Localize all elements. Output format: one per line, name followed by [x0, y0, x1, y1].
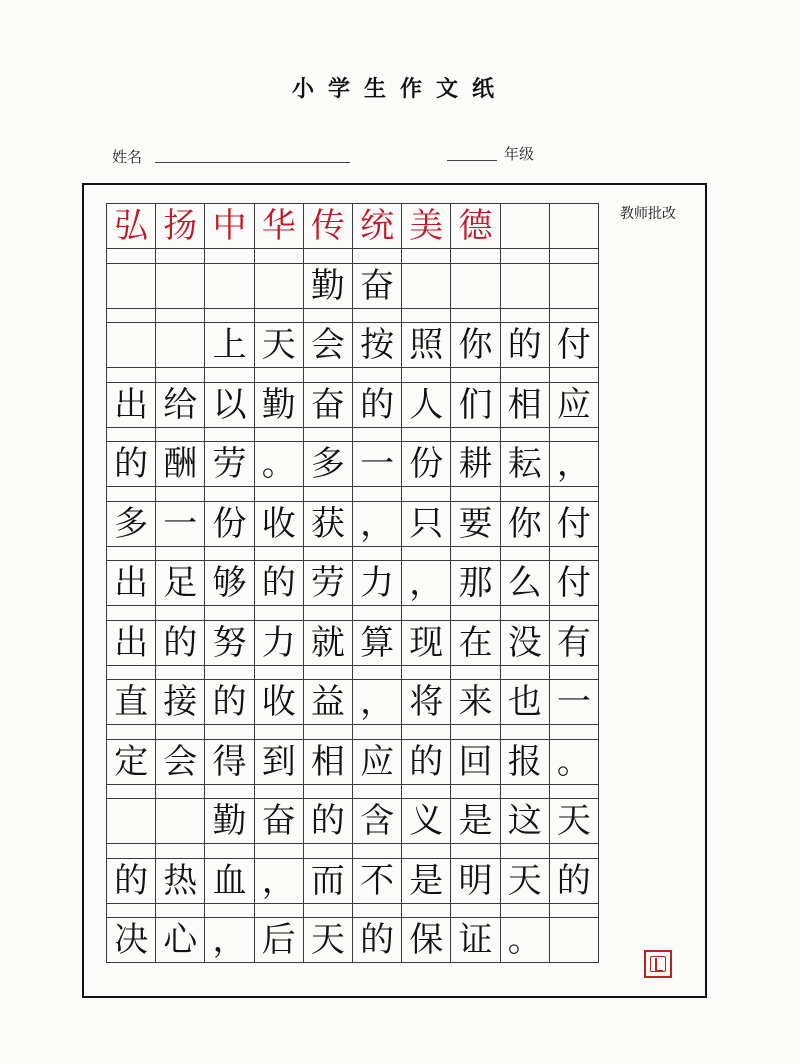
grid-gap — [450, 606, 500, 620]
grid-gap — [401, 487, 451, 501]
grid-cell: 努 — [204, 620, 254, 666]
grid-cell: 只 — [401, 501, 451, 547]
grid-gap — [303, 368, 353, 382]
grid-cell: 而 — [303, 858, 353, 904]
grid-gap — [303, 725, 353, 739]
grid-gap — [106, 606, 156, 620]
grid-cell: 就 — [303, 620, 353, 666]
grid-gap — [303, 547, 353, 561]
grid-cell: 力 — [352, 560, 402, 606]
grid-cell — [254, 263, 304, 309]
teacher-review-label: 教师批改 — [620, 206, 676, 222]
grid-cell: 到 — [254, 739, 304, 785]
grid-gap — [155, 249, 205, 263]
seal-stamp — [644, 950, 672, 978]
grid-gap — [106, 487, 156, 501]
grid-gap — [401, 428, 451, 442]
grid-cell: 来 — [450, 679, 500, 725]
grid-cell: 以 — [204, 382, 254, 428]
grid-gap — [204, 904, 254, 918]
grid-cell: 出 — [106, 382, 156, 428]
grid-cell: 付 — [549, 501, 599, 547]
grid-gap — [401, 844, 451, 858]
grid-gap — [450, 844, 500, 858]
grid-gap — [549, 368, 599, 382]
grid-gap — [106, 428, 156, 442]
grid-gap — [106, 904, 156, 918]
grid-gap — [401, 309, 451, 323]
grid-gap — [204, 487, 254, 501]
grid-gap — [450, 309, 500, 323]
grid-gap — [106, 785, 156, 799]
grid-cell: 天 — [500, 858, 550, 904]
grid-cell: 你 — [500, 501, 550, 547]
grid-gap — [500, 785, 550, 799]
grid-cell: 勤 — [204, 798, 254, 844]
grid-gap — [401, 785, 451, 799]
grid-cell: 扬 — [155, 203, 205, 249]
grid-cell — [549, 203, 599, 249]
grid-cell: 耕 — [450, 441, 500, 487]
grid-gap — [254, 904, 304, 918]
grid-gap — [549, 666, 599, 680]
grid-gap — [204, 428, 254, 442]
grid-gap — [106, 368, 156, 382]
grid-cell: 劳 — [303, 560, 353, 606]
grade-line — [447, 160, 497, 161]
grid-gap — [155, 844, 205, 858]
grid-gap — [254, 785, 304, 799]
grid-gap — [352, 666, 402, 680]
grid-cell: 相 — [303, 739, 353, 785]
grid-gap — [155, 309, 205, 323]
grid-cell: 多 — [106, 501, 156, 547]
grid-cell: 耘 — [500, 441, 550, 487]
grid-cell: 足 — [155, 560, 205, 606]
grid-gap — [352, 368, 402, 382]
grid-cell: 奋 — [303, 382, 353, 428]
grid-cell: 的 — [155, 620, 205, 666]
grid-gap — [500, 487, 550, 501]
grid-cell: 力 — [254, 620, 304, 666]
grid-cell: 回 — [450, 739, 500, 785]
grid-cell: 勤 — [303, 263, 353, 309]
grid-gap — [549, 606, 599, 620]
grid-gap — [549, 547, 599, 561]
grid-cell: 没 — [500, 620, 550, 666]
grid-gap — [254, 428, 304, 442]
grid-gap — [500, 904, 550, 918]
grid-gap — [352, 309, 402, 323]
grid-cell: 奋 — [254, 798, 304, 844]
grid-cell: 奋 — [352, 263, 402, 309]
grid-cell: 热 — [155, 858, 205, 904]
grid-gap — [303, 487, 353, 501]
grid-gap — [450, 904, 500, 918]
grid-gap — [204, 249, 254, 263]
grid-cell: 人 — [401, 382, 451, 428]
grid-cell: 现 — [401, 620, 451, 666]
grade-label: 年级 — [504, 145, 535, 163]
grid-cell: 天 — [549, 798, 599, 844]
grid-gap — [401, 725, 451, 739]
grid-cell: 的 — [352, 382, 402, 428]
grid-gap — [549, 428, 599, 442]
grid-cell: 的 — [352, 917, 402, 963]
grid-cell: 心 — [155, 917, 205, 963]
grid-gap — [254, 844, 304, 858]
grid-gap — [254, 368, 304, 382]
grid-cell — [204, 263, 254, 309]
grid-gap — [303, 249, 353, 263]
grid-gap — [155, 547, 205, 561]
grid-cell: ， — [254, 858, 304, 904]
grid-gap — [204, 368, 254, 382]
grid-cell: 应 — [352, 739, 402, 785]
grid-gap — [254, 309, 304, 323]
grid-cell: 的 — [303, 798, 353, 844]
grid-gap — [500, 249, 550, 263]
grid-gap — [549, 785, 599, 799]
grid-gap — [106, 249, 156, 263]
grid-gap — [401, 666, 451, 680]
grid-gap — [352, 844, 402, 858]
grid-cell: 算 — [352, 620, 402, 666]
grid-cell: 的 — [106, 858, 156, 904]
grid-cell: 华 — [254, 203, 304, 249]
grid-cell: 给 — [155, 382, 205, 428]
grid-gap — [450, 785, 500, 799]
grid-cell: 得 — [204, 739, 254, 785]
grid-gap — [500, 844, 550, 858]
grid-cell — [500, 203, 550, 249]
grid-gap — [549, 844, 599, 858]
grid-gap — [401, 368, 451, 382]
grid-gap — [401, 904, 451, 918]
grid-cell: 是 — [450, 798, 500, 844]
grid-cell — [549, 263, 599, 309]
grid-gap — [303, 844, 353, 858]
grid-cell: 们 — [450, 382, 500, 428]
grid-gap — [401, 249, 451, 263]
grid-gap — [106, 844, 156, 858]
grid-gap — [155, 725, 205, 739]
grid-gap — [303, 428, 353, 442]
grid-cell: 保 — [401, 917, 451, 963]
grid-gap — [500, 606, 550, 620]
grid-cell: 明 — [450, 858, 500, 904]
grid-cell: 出 — [106, 620, 156, 666]
grid-cell: 天 — [303, 917, 353, 963]
grid-cell: 付 — [549, 322, 599, 368]
grid-cell: 传 — [303, 203, 353, 249]
grid-gap — [549, 309, 599, 323]
grid-cell: 将 — [401, 679, 451, 725]
grid-cell — [549, 917, 599, 963]
grid-gap — [352, 249, 402, 263]
grid-cell — [155, 798, 205, 844]
grid-gap — [303, 785, 353, 799]
grid-gap — [500, 666, 550, 680]
grid-gap — [155, 904, 205, 918]
grid-cell: 血 — [204, 858, 254, 904]
grid-gap — [106, 725, 156, 739]
grid-cell: 天 — [254, 322, 304, 368]
grid-cell: 一 — [155, 501, 205, 547]
page-title: 小学生作文纸 — [291, 76, 508, 102]
grid-cell: 劳 — [204, 441, 254, 487]
grid-cell: 收 — [254, 501, 304, 547]
grid-gap — [303, 666, 353, 680]
grid-cell: 的 — [254, 560, 304, 606]
grid-gap — [450, 547, 500, 561]
grid-cell: 那 — [450, 560, 500, 606]
grid-cell: 按 — [352, 322, 402, 368]
grid-gap — [450, 487, 500, 501]
grid-cell: 在 — [450, 620, 500, 666]
grid-cell: 份 — [401, 441, 451, 487]
grid-gap — [155, 487, 205, 501]
grid-cell: 益 — [303, 679, 353, 725]
grid-cell — [450, 263, 500, 309]
grid-gap — [254, 606, 304, 620]
grid-cell: 的 — [106, 441, 156, 487]
grid-cell: 这 — [500, 798, 550, 844]
grid-cell: 的 — [549, 858, 599, 904]
grid-cell: 。 — [549, 739, 599, 785]
grid-gap — [303, 904, 353, 918]
grid-cell: 应 — [549, 382, 599, 428]
grid-cell: 中 — [204, 203, 254, 249]
grid-cell: 。 — [500, 917, 550, 963]
grid-cell — [106, 263, 156, 309]
grid-cell: 一 — [352, 441, 402, 487]
grid-cell: 报 — [500, 739, 550, 785]
grid-gap — [254, 725, 304, 739]
grid-cell: 德 — [450, 203, 500, 249]
grid-cell — [155, 263, 205, 309]
grid-gap — [450, 725, 500, 739]
grid-cell: 份 — [204, 501, 254, 547]
grid-cell: 的 — [500, 322, 550, 368]
grid-cell: 接 — [155, 679, 205, 725]
grid-gap — [549, 249, 599, 263]
grid-gap — [204, 606, 254, 620]
grid-cell: 的 — [401, 739, 451, 785]
grid-cell: ， — [204, 917, 254, 963]
grid-cell: 决 — [106, 917, 156, 963]
grid-cell: 上 — [204, 322, 254, 368]
grid-cell: ， — [549, 441, 599, 487]
name-label: 姓名 — [112, 148, 143, 166]
grid-gap — [155, 666, 205, 680]
grid-gap — [352, 785, 402, 799]
grid-gap — [401, 547, 451, 561]
grid-gap — [401, 606, 451, 620]
grid-gap — [106, 547, 156, 561]
grid-cell: ， — [352, 501, 402, 547]
grid-cell: 含 — [352, 798, 402, 844]
grid-gap — [450, 428, 500, 442]
grid-cell: 不 — [352, 858, 402, 904]
grid-gap — [352, 487, 402, 501]
grid-gap — [254, 249, 304, 263]
grid-cell — [155, 322, 205, 368]
grid-gap — [204, 309, 254, 323]
grid-gap — [303, 606, 353, 620]
grid-gap — [106, 666, 156, 680]
grid-gap — [549, 725, 599, 739]
grid-gap — [204, 785, 254, 799]
grid-cell — [106, 798, 156, 844]
grid-cell: 要 — [450, 501, 500, 547]
grid-gap — [155, 368, 205, 382]
grid-gap — [549, 904, 599, 918]
grid-gap — [450, 249, 500, 263]
grid-gap — [500, 309, 550, 323]
grid-gap — [352, 547, 402, 561]
name-line — [155, 162, 350, 163]
grid-gap — [352, 606, 402, 620]
grid-cell: 义 — [401, 798, 451, 844]
grid-gap — [450, 368, 500, 382]
grid-cell — [106, 322, 156, 368]
grid-gap — [352, 428, 402, 442]
grid-gap — [500, 725, 550, 739]
grid-gap — [155, 428, 205, 442]
grid-gap — [303, 309, 353, 323]
grid-gap — [500, 368, 550, 382]
grid-cell — [401, 263, 451, 309]
grid-gap — [450, 666, 500, 680]
grid-cell: 获 — [303, 501, 353, 547]
grid-cell: ， — [352, 679, 402, 725]
grid-gap — [254, 487, 304, 501]
grid-gap — [155, 785, 205, 799]
grid-cell: 照 — [401, 322, 451, 368]
grid-gap — [204, 844, 254, 858]
grid-gap — [254, 547, 304, 561]
grid-cell: 够 — [204, 560, 254, 606]
grid-cell: 是 — [401, 858, 451, 904]
grid-cell: 勤 — [254, 382, 304, 428]
grid-gap — [500, 428, 550, 442]
grid-cell: ， — [401, 560, 451, 606]
grid-cell: 会 — [155, 739, 205, 785]
grid-cell: 你 — [450, 322, 500, 368]
grid-cell: 酬 — [155, 441, 205, 487]
grid-cell: 会 — [303, 322, 353, 368]
grid-cell: 直 — [106, 679, 156, 725]
grid-cell: 相 — [500, 382, 550, 428]
grid-cell: 统 — [352, 203, 402, 249]
grid-cell: 也 — [500, 679, 550, 725]
grid-cell: 付 — [549, 560, 599, 606]
grid-cell: 多 — [303, 441, 353, 487]
grid-cell: 定 — [106, 739, 156, 785]
grid-gap — [500, 547, 550, 561]
grid-gap — [204, 725, 254, 739]
grid-gap — [549, 487, 599, 501]
grid-gap — [204, 666, 254, 680]
grid-cell: 后 — [254, 917, 304, 963]
grid-cell: 美 — [401, 203, 451, 249]
grid-cell: 有 — [549, 620, 599, 666]
grid-gap — [155, 606, 205, 620]
grid-cell: 的 — [204, 679, 254, 725]
grid-cell: 证 — [450, 917, 500, 963]
grid-cell: 弘 — [106, 203, 156, 249]
grid-cell: 收 — [254, 679, 304, 725]
grid-gap — [204, 547, 254, 561]
grid-gap — [254, 666, 304, 680]
grid-cell: 出 — [106, 560, 156, 606]
grid-cell: 一 — [549, 679, 599, 725]
grid-cell: 。 — [254, 441, 304, 487]
grid-gap — [352, 904, 402, 918]
grid-cell — [500, 263, 550, 309]
grid-gap — [352, 725, 402, 739]
grid-gap — [106, 309, 156, 323]
grid-cell: 么 — [500, 560, 550, 606]
